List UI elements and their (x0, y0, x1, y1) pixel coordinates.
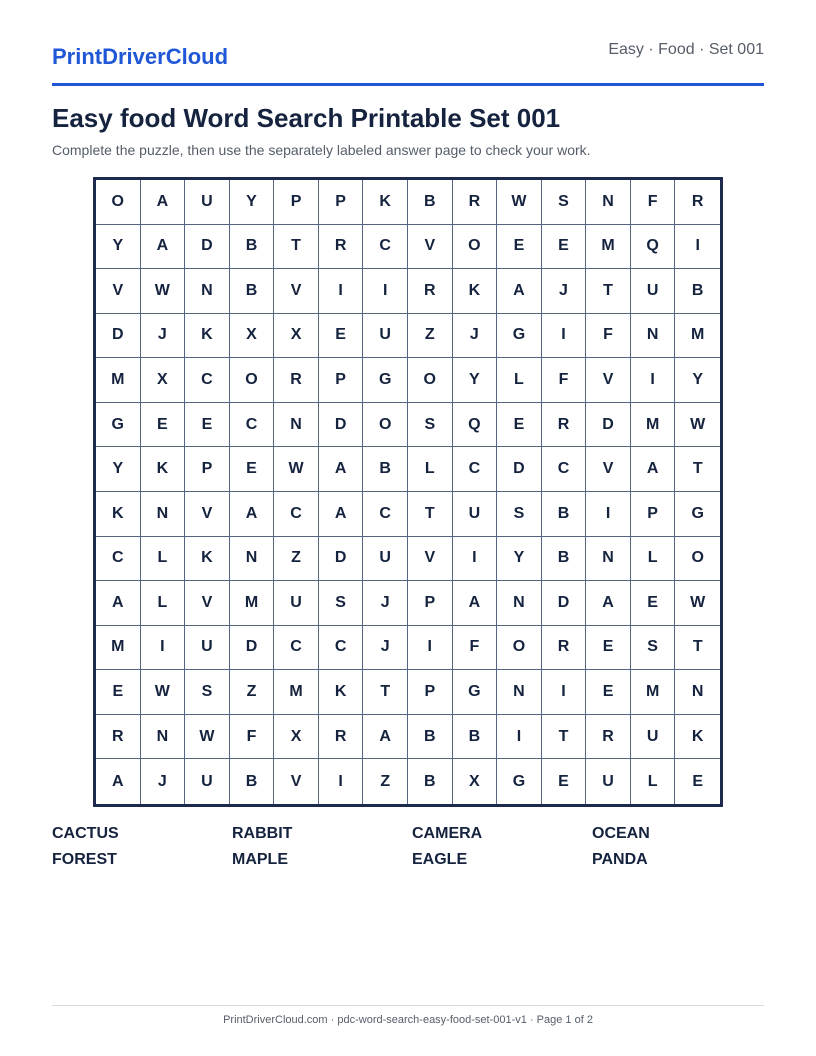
grid-cell: F (453, 626, 498, 671)
grid-cell: R (96, 715, 141, 760)
grid-cell: B (542, 492, 587, 537)
grid-cell: E (185, 403, 230, 448)
grid-cell: U (185, 180, 230, 225)
grid-cell: B (408, 180, 453, 225)
word-list-item: OCEAN (592, 825, 650, 842)
grid-cell: Z (230, 670, 275, 715)
grid-cell: N (141, 492, 186, 537)
grid-cell: M (96, 358, 141, 403)
grid-cell: M (230, 581, 275, 626)
grid-cell: K (96, 492, 141, 537)
grid-cell: I (586, 492, 631, 537)
grid-cell: F (586, 314, 631, 359)
grid-cell: A (453, 581, 498, 626)
word-list-item: PANDA (592, 851, 648, 868)
grid-cell: D (542, 581, 587, 626)
grid-cell: W (675, 581, 720, 626)
grid-cell: V (274, 759, 319, 804)
grid-cell: E (542, 759, 587, 804)
grid-cell: S (631, 626, 676, 671)
grid-cell: L (408, 447, 453, 492)
grid-cell: L (631, 537, 676, 582)
grid-cell: J (453, 314, 498, 359)
grid-cell: E (631, 581, 676, 626)
grid-cell: Y (96, 447, 141, 492)
grid-cell: O (675, 537, 720, 582)
grid-cell: P (408, 581, 453, 626)
grid-cell: K (453, 269, 498, 314)
grid-cell: W (675, 403, 720, 448)
grid-cell: E (542, 225, 587, 270)
grid-cell: D (319, 403, 364, 448)
grid-cell: P (408, 670, 453, 715)
grid-cell: X (274, 314, 319, 359)
grid-cell: Z (274, 537, 319, 582)
page-footer: PrintDriverCloud.com · pdc-word-search-easy-food-set-001-v1 · Page 1 of 2 (223, 1014, 593, 1026)
grid-cell: B (408, 715, 453, 760)
grid-cell: N (497, 581, 542, 626)
grid-cell: O (497, 626, 542, 671)
grid-cell: U (586, 759, 631, 804)
grid-cell: J (363, 581, 408, 626)
word-list (52, 825, 772, 877)
grid-cell: V (408, 225, 453, 270)
grid-cell: V (586, 447, 631, 492)
grid-cell: E (692, 772, 704, 790)
grid-cell: O (453, 225, 498, 270)
brand-logo-text: PrintDriverCloud (52, 44, 229, 69)
grid-cell: Z (363, 759, 408, 804)
grid-cell: K (675, 715, 720, 760)
grid-cell: I (363, 269, 408, 314)
grid-cell: S (497, 492, 542, 537)
grid-cell: D (185, 225, 230, 270)
grid-cell: W (185, 715, 230, 760)
grid-cell: N (141, 715, 186, 760)
grid-cell: C (363, 225, 408, 270)
word-search-grid (93, 177, 723, 807)
grid-cell: T (542, 715, 587, 760)
grid-cell: C (363, 492, 408, 537)
grid-cell: A (631, 447, 676, 492)
grid-cell: T (363, 670, 408, 715)
grid-cell: F (230, 715, 275, 760)
grid-cell: S (408, 403, 453, 448)
grid-cell: N (497, 670, 542, 715)
grid-cell: A (230, 492, 275, 537)
grid-cell: R (675, 180, 720, 225)
grid-cell: F (631, 180, 676, 225)
grid-cell: B (230, 759, 275, 804)
grid-cell: M (96, 626, 141, 671)
grid-cell: V (408, 537, 453, 582)
grid-cell: K (185, 537, 230, 582)
page-title: Easy food Word Search Printable Set 001 (52, 103, 561, 133)
grid-cell: X (230, 314, 275, 359)
grid-cell: I (542, 314, 587, 359)
grid-cell: A (141, 225, 186, 270)
grid-cell: G (497, 314, 542, 359)
grid-cell: S (542, 180, 587, 225)
grid-cell: Y (230, 180, 275, 225)
grid-cell: K (185, 314, 230, 359)
grid-cell: I (408, 626, 453, 671)
grid-cell: D (230, 626, 275, 671)
grid-cell: P (319, 358, 364, 403)
grid-cell: G (453, 670, 498, 715)
grid-cell: R (586, 715, 631, 760)
grid-cell: X (141, 358, 186, 403)
grid-cell: B (542, 537, 587, 582)
grid-cell: N (185, 269, 230, 314)
grid-cell: K (319, 670, 364, 715)
grid-cell: R (453, 180, 498, 225)
grid-cell: L (141, 581, 186, 626)
grid-cell: A (96, 581, 141, 626)
grid-cell: B (453, 715, 498, 760)
grid-cell: T (586, 269, 631, 314)
grid-cell: T (675, 626, 720, 671)
grid-cell: P (631, 492, 676, 537)
grid-cell: D (586, 403, 631, 448)
grid-cell: W (497, 180, 542, 225)
word-list-item: EAGLE (412, 851, 468, 868)
grid-cell: A (319, 492, 364, 537)
grid-cell: J (141, 314, 186, 359)
grid-cell: M (586, 225, 631, 270)
grid-cell: T (274, 225, 319, 270)
grid-cell: U (631, 269, 676, 314)
grid-cell: P (319, 180, 364, 225)
grid-cell: B (675, 269, 720, 314)
grid-cell: W (141, 670, 186, 715)
grid-cell: T (675, 447, 720, 492)
grid-cell: P (185, 447, 230, 492)
grid-cell: O (230, 358, 275, 403)
grid-cell: C (542, 447, 587, 492)
word-list-item: CAMERA (412, 825, 483, 842)
breadcrumb: Easy · Food · Set 001 (608, 41, 764, 58)
grid-cell: A (586, 581, 631, 626)
grid-cell: A (497, 269, 542, 314)
grid-cell: W (274, 447, 319, 492)
grid-cell: I (319, 759, 364, 804)
grid-cell: N (631, 314, 676, 359)
grid-cell: E (96, 670, 141, 715)
grid-cell: E (230, 447, 275, 492)
grid-cell: E (497, 403, 542, 448)
grid-cell: O (363, 403, 408, 448)
grid-cell: Z (408, 314, 453, 359)
grid-cell: U (274, 581, 319, 626)
grid-cell: Q (631, 225, 676, 270)
grid-cell: B (230, 269, 275, 314)
grid-cell: C (274, 626, 319, 671)
grid-cell: Q (453, 403, 498, 448)
grid-cell: D (497, 447, 542, 492)
grid-cell: V (96, 269, 141, 314)
grid-cell: C (230, 403, 275, 448)
grid-cell: U (363, 314, 408, 359)
grid-cell: A (96, 759, 141, 804)
grid-cell: C (319, 626, 364, 671)
grid-cell: G (363, 358, 408, 403)
word-list-item: MAPLE (232, 851, 288, 868)
grid-cell: N (274, 403, 319, 448)
grid-cell: B (230, 225, 275, 270)
grid-cell: L (497, 358, 542, 403)
grid-cell: I (675, 225, 720, 270)
grid-cell: G (497, 759, 542, 804)
grid-cell: Y (96, 225, 141, 270)
grid-cell: R (319, 715, 364, 760)
grid-cell: S (319, 581, 364, 626)
grid-cell: B (408, 759, 453, 804)
grid-cell: F (542, 358, 587, 403)
grid-cell: Y (453, 358, 498, 403)
grid-cell: C (453, 447, 498, 492)
word-list-item: FOREST (52, 851, 117, 868)
grid-cell: U (453, 492, 498, 537)
grid-cell: Y (497, 537, 542, 582)
grid-cell: U (185, 626, 230, 671)
grid-cell: K (141, 447, 186, 492)
grid-cell: G (675, 492, 720, 537)
header-divider (52, 83, 764, 86)
grid-cell: D (319, 537, 364, 582)
grid-cell: G (96, 403, 141, 448)
grid-cell: K (363, 180, 408, 225)
word-list-item: CACTUS (52, 825, 119, 842)
grid-cell: P (274, 180, 319, 225)
grid-cell: O (96, 180, 141, 225)
grid-cell: N (230, 537, 275, 582)
grid-cell: J (141, 759, 186, 804)
grid-cell: E (141, 403, 186, 448)
grid-cell: Y (675, 358, 720, 403)
grid-cell: N (586, 537, 631, 582)
grid-cell: E (586, 626, 631, 671)
grid-cell: V (274, 269, 319, 314)
grid-cell: I (631, 358, 676, 403)
grid-cell: J (542, 269, 587, 314)
grid-cell: E (586, 670, 631, 715)
grid-cell: M (631, 403, 676, 448)
grid-cell: U (185, 759, 230, 804)
page-subtitle: Complete the puzzle, then use the separately labeled answer page to check your work. (52, 142, 591, 158)
grid-cell: M (675, 314, 720, 359)
grid-cell: J (363, 626, 408, 671)
grid-cell: A (363, 715, 408, 760)
grid-cell: C (96, 537, 141, 582)
grid-cell: R (542, 626, 587, 671)
grid-cell: B (363, 447, 408, 492)
grid-cell: V (185, 581, 230, 626)
grid-cell: A (319, 447, 364, 492)
grid-cell: I (453, 537, 498, 582)
grid-cell: X (453, 759, 498, 804)
grid-cell: T (408, 492, 453, 537)
grid-cell: C (274, 492, 319, 537)
grid-cell: R (319, 225, 364, 270)
grid-cell: R (542, 403, 587, 448)
grid-cell: C (185, 358, 230, 403)
grid-cell: V (185, 492, 230, 537)
grid-cell: X (274, 715, 319, 760)
grid-cell: D (96, 314, 141, 359)
grid-cell: U (363, 537, 408, 582)
grid-cell: I (319, 269, 364, 314)
footer-divider (52, 1005, 764, 1006)
word-list-item: RABBIT (232, 825, 293, 842)
grid-cell: N (675, 670, 720, 715)
grid-cell: E (319, 314, 364, 359)
grid-cell: V (586, 358, 631, 403)
grid-cell: O (408, 358, 453, 403)
grid-cell: E (497, 225, 542, 270)
grid-cell: M (631, 670, 676, 715)
grid-cell: L (141, 537, 186, 582)
grid-cell: N (586, 180, 631, 225)
grid-cell: S (185, 670, 230, 715)
grid-cell: M (274, 670, 319, 715)
grid-cell: R (274, 358, 319, 403)
grid-cell: L (631, 759, 676, 804)
grid-cell: U (631, 715, 676, 760)
grid-cell: I (141, 626, 186, 671)
grid-cell: R (408, 269, 453, 314)
grid-cell: I (497, 715, 542, 760)
grid-cell: A (141, 180, 186, 225)
grid-cell: W (141, 269, 186, 314)
grid-cell: I (542, 670, 587, 715)
